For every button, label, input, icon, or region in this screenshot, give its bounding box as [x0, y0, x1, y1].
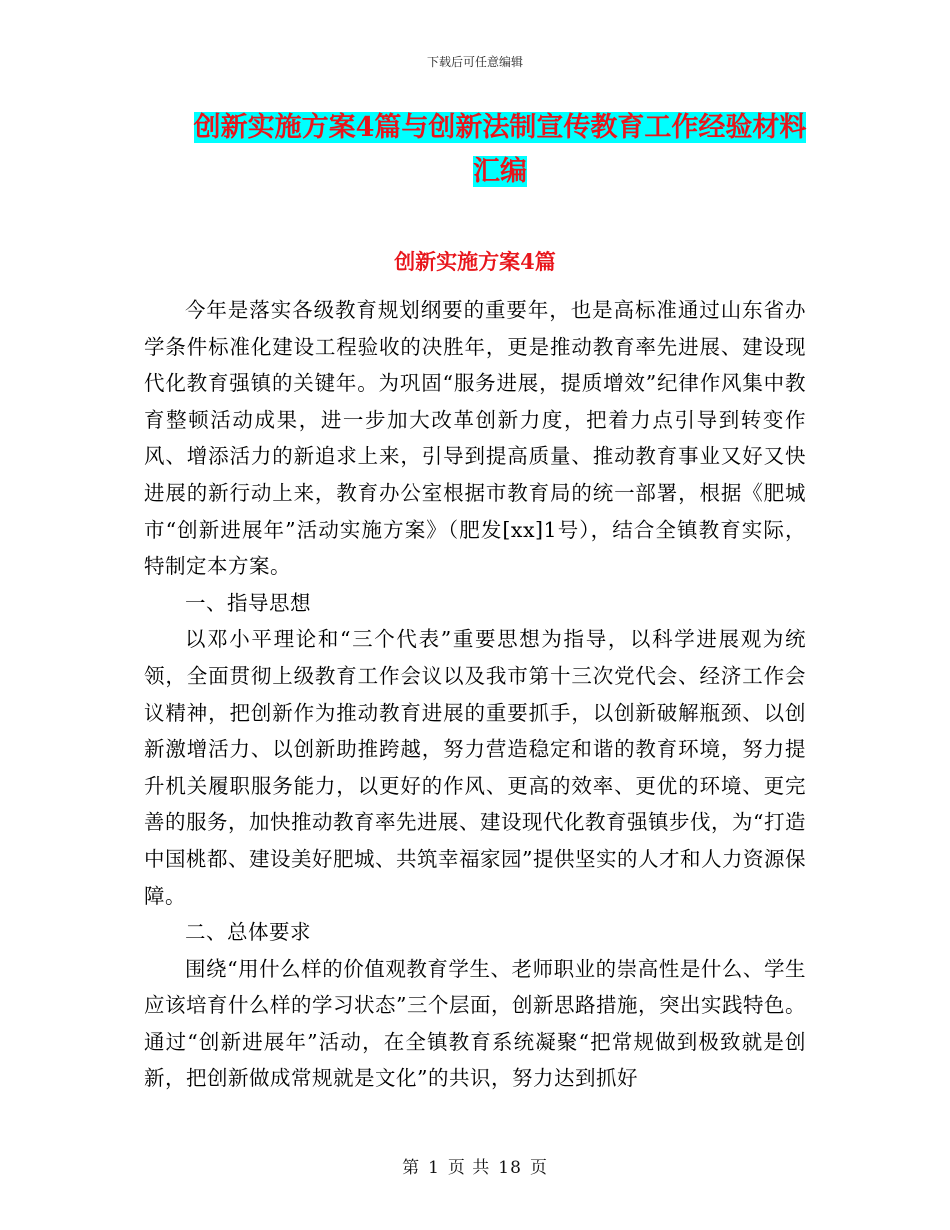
footer-page-number: 1 — [428, 1158, 440, 1178]
document-body — [144, 292, 806, 1097]
heading-guiding-thought: 一、指导思想 — [185, 590, 311, 615]
footer-prefix: 第 — [402, 1158, 421, 1178]
heading-overall-requirements: 二、总体要求 — [185, 920, 311, 945]
overall-requirements-paragraph: 围绕“用什么样的价值观教育学生、老师职业的崇高性是什么、学生应该培育什么样的学习状态”三个层面，创新思路措施，突出实践特色。通过“创新进展年”活动，在全镇教育系统凝聚“把常规做到极致就是创新，把创新做成常规就是文化”的共识，努力达到抓好 — [144, 956, 806, 1091]
page-footer — [0, 1153, 950, 1178]
footer-total-pages: 18 — [498, 1158, 522, 1178]
guiding-thought-paragraph: 以邓小平理论和“三个代表”重要思想为指导，以科学进展观为统领，全面贯彻上级教育工作会议以及我市第十三次党代会、经济工作会议精神，把创新作为推动教育进展的重要抓手，以创新破解瓶颈、以创新激增活力、以创新助推跨越，努力营造稳定和谐的教育环境，努力提升机关履职服务能力，以更好的作风、更高的效率、更优的环境、更完善的服务，加快推动教育率先进展、建设现代化教育强镇步伐，为“打造中国桃都、建设美好肥城、共筑幸福家园”提供坚实的人才和人力资源保障。 — [144, 627, 806, 908]
intro-paragraph: 今年是落实各级教育规划纲要的重要年，也是高标准通过山东省办学条件标准化建设工程验收的决胜年，更是推动教育率先进展、建设现代化教育强镇的关键年。为巩固“服务进展，提质增效”纪律作风集中教育整顿活动成果，进一步加大改革创新力度，把着力点引导到转变作风、增添活力的新追求上来，引导到提高质量、推动教育事业又好又快进展的新行动上来，教育办公室根据市教育局的统一部署，根据《肥城市“创新进展年”活动实施方案》（肥发[xx]1号），结合全镇教育实际，特制定本方案。 — [144, 298, 806, 579]
document-title-line-2: 汇编 — [473, 156, 527, 187]
document-title — [130, 106, 870, 194]
document-title-line-1: 创新实施方案4篇与创新法制宣传教育工作经验材料 — [193, 112, 807, 143]
section-title: 创新实施方案4篇 — [394, 249, 556, 274]
header-note: 下载后可任意编辑 — [426, 55, 523, 69]
footer-middle: 页 共 — [447, 1158, 491, 1178]
footer-suffix: 页 — [529, 1158, 548, 1178]
